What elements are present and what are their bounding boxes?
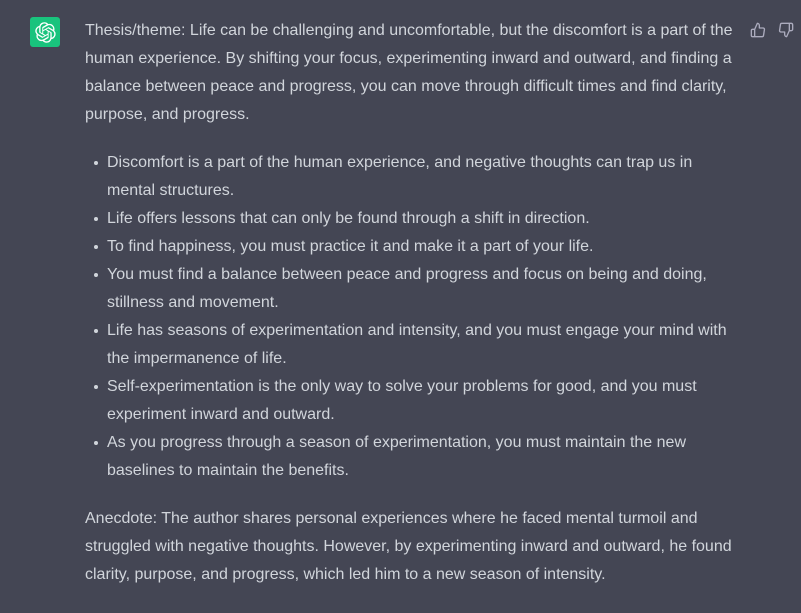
thumbs-down-icon (778, 22, 794, 38)
feedback-buttons (749, 21, 794, 38)
list-item: You must find a balance between peace and progress and focus on being and doing, stillness and movement. (107, 261, 735, 317)
anecdote-paragraph: Anecdote: The author shares personal experiences where he faced mental turmoil and struggled with negative thoughts. However, by experimenting inward and outward, he found clarity, purpose, and progress, which led him to a new season of intensity. (85, 510, 732, 583)
bullet-list (85, 149, 735, 485)
list-item: To find happiness, you must practice it and make it a part of your life. (107, 233, 735, 261)
thumbs-up-button[interactable] (749, 21, 766, 38)
list-item: As you progress through a season of experimentation, you must maintain the new baselines to maintain the benefits. (107, 429, 735, 485)
thumbs-up-icon (750, 22, 766, 38)
assistant-avatar (30, 17, 60, 47)
list-item: Discomfort is a part of the human experience, and negative thoughts can trap us in mental structures. (107, 149, 735, 205)
list-item: Self-experimentation is the only way to solve your problems for good, and you must experiment inward and outward. (107, 373, 735, 429)
openai-logo-icon (35, 22, 56, 43)
list-item: Life offers lessons that can only be found through a shift in direction. (107, 205, 735, 233)
list-item: Life has seasons of experimentation and intensity, and you must engage your mind with the impermanence of life. (107, 317, 735, 373)
thumbs-down-button[interactable] (777, 21, 794, 38)
thesis-paragraph: Thesis/theme: Life can be challenging and uncomfortable, but the discomfort is a part of the human experience. By shifting your focus, experimenting inward and outward, and finding a balance between peace and progress, you can move through difficult times and find clarity, purpose, and progress. (85, 22, 733, 123)
message-content (85, 17, 735, 589)
